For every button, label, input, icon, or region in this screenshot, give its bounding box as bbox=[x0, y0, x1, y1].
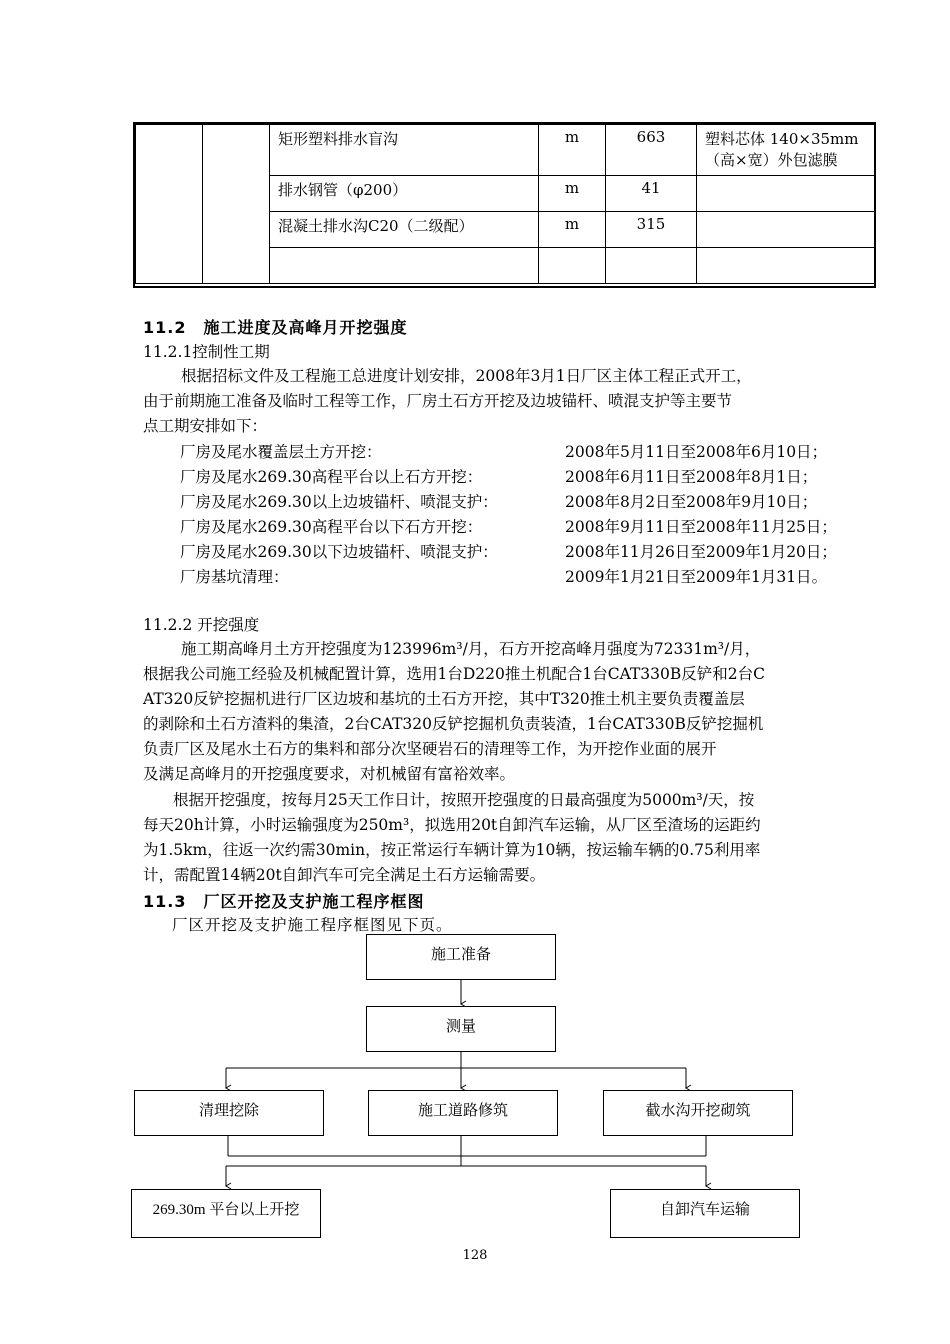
schedule-item: 厂房基坑清理： bbox=[180, 568, 289, 586]
item-qty: 663 bbox=[606, 125, 697, 176]
item-name: 排水钢管（φ200） bbox=[270, 176, 539, 212]
flow-box-road: 施工道路修筑 bbox=[368, 1090, 558, 1136]
text-line: 计，需配置14辆20t自卸汽车可完全满足土石方运输需要。 bbox=[143, 866, 546, 884]
text-line: 由于前期施工准备及临时工程等工作，厂房土石方开挖及边坡锚杆、喷混支护等主要节 bbox=[143, 392, 733, 410]
note-line: （高×宽）外包滤膜 bbox=[705, 151, 838, 169]
page-number: 128 bbox=[462, 1248, 488, 1263]
schedule-dates: 2009年1月21日至2009年1月31日。 bbox=[565, 568, 828, 586]
subsection-title-11-2-1: 11.2.1控制性工期 bbox=[143, 343, 270, 361]
text-line: AT320反铲挖掘机进行厂区边坡和基坑的土石方开挖，其中T320推土机主要负责覆盖层 bbox=[143, 690, 745, 708]
item-unit: m bbox=[539, 125, 606, 176]
section-heading-11-3: 11.3 厂区开挖及支护施工程序框图 bbox=[143, 892, 425, 911]
text-line: 施工期高峰月土方开挖强度为123996m³/月，石方开挖高峰月强度为72331m³/月， bbox=[181, 640, 761, 658]
text-line: 及满足高峰月的开挖强度要求，对机械留有富裕效率。 bbox=[143, 765, 516, 783]
flow-box-above: 269.30m 平台以上开挖 bbox=[131, 1189, 321, 1238]
text-line: 负责厂区及尾水土石方的集料和部分次坚硬岩石的清理等工作，为开挖作业面的展开 bbox=[143, 740, 717, 758]
item-unit: m bbox=[539, 212, 606, 248]
text-line: 根据我公司施工经验及机械配置计算，选用1台D220推土机配合1台CAT330B反铲和2台C bbox=[143, 665, 765, 683]
schedule-item: 厂房及尾水269.30以下边坡锚杆、喷混支护： bbox=[180, 543, 498, 561]
item-unit: m bbox=[539, 176, 606, 212]
flow-box-prep: 施工准备 bbox=[366, 934, 556, 980]
section-heading-11-2: 11.2 施工进度及高峰月开挖强度 bbox=[143, 318, 408, 337]
schedule-dates: 2008年6月11日至2008年8月1日； bbox=[565, 468, 818, 486]
flow-box-ditch: 截水沟开挖砌筑 bbox=[603, 1090, 793, 1136]
schedule-dates: 2008年5月11日至2008年6月10日； bbox=[565, 443, 828, 461]
text-line: 点工期安排如下： bbox=[143, 417, 268, 435]
schedule-dates: 2008年8月2日至2008年9月10日； bbox=[565, 493, 818, 511]
item-qty: 41 bbox=[606, 176, 697, 212]
schedule-item: 厂房及尾水覆盖层土方开挖： bbox=[180, 443, 382, 461]
text-line: 根据开挖强度，按每月25天工作日计，按照开挖强度的日最高强度为5000m³/天，按 bbox=[173, 791, 755, 809]
subsection-title-11-2-2: 11.2.2 开挖强度 bbox=[143, 616, 260, 634]
schedule-item: 厂房及尾水269.30以上边坡锚杆、喷混支护： bbox=[180, 493, 498, 511]
flow-box-truck: 自卸汽车运输 bbox=[610, 1189, 800, 1238]
flow-box-clear: 清理挖除 bbox=[134, 1090, 324, 1136]
item-qty: 315 bbox=[606, 212, 697, 248]
item-name: 混凝土排水沟C20（二级配） bbox=[270, 212, 539, 248]
schedule-dates: 2008年9月11日至2008年11月25日； bbox=[565, 518, 837, 536]
text-line: 为1.5km，往返一次约需30min，按正常运行车辆计算为10辆，按运输车辆的0.75利用率 bbox=[143, 841, 761, 859]
schedule-item: 厂房及尾水269.30高程平台以下石方开挖： bbox=[180, 518, 483, 536]
schedule-dates: 2008年11月26日至2009年1月20日； bbox=[565, 543, 837, 561]
text-line: 根据招标文件及工程施工总进度计划安排，2008年3月1日厂区主体工程正式开工， bbox=[181, 367, 752, 385]
text-line: 每天20h计算，小时运输强度为250m³，拟选用20t自卸汽车运输，从厂区至渣场的运距约 bbox=[143, 816, 761, 834]
flowchart-intro: 厂区开挖及支护施工程序框图见下页。 bbox=[172, 916, 453, 934]
schedule-item: 厂房及尾水269.30高程平台以上石方开挖： bbox=[180, 468, 483, 486]
note-line: 塑料芯体 140×35mm bbox=[705, 130, 859, 148]
flow-box-survey: 测量 bbox=[366, 1006, 556, 1052]
text-line: 的剥除和土石方渣料的集渣，2台CAT320反铲挖掘机负责装渣，1台CAT330B反铲挖掘机 bbox=[143, 715, 764, 733]
item-name: 矩形塑料排水盲沟 bbox=[270, 125, 539, 176]
